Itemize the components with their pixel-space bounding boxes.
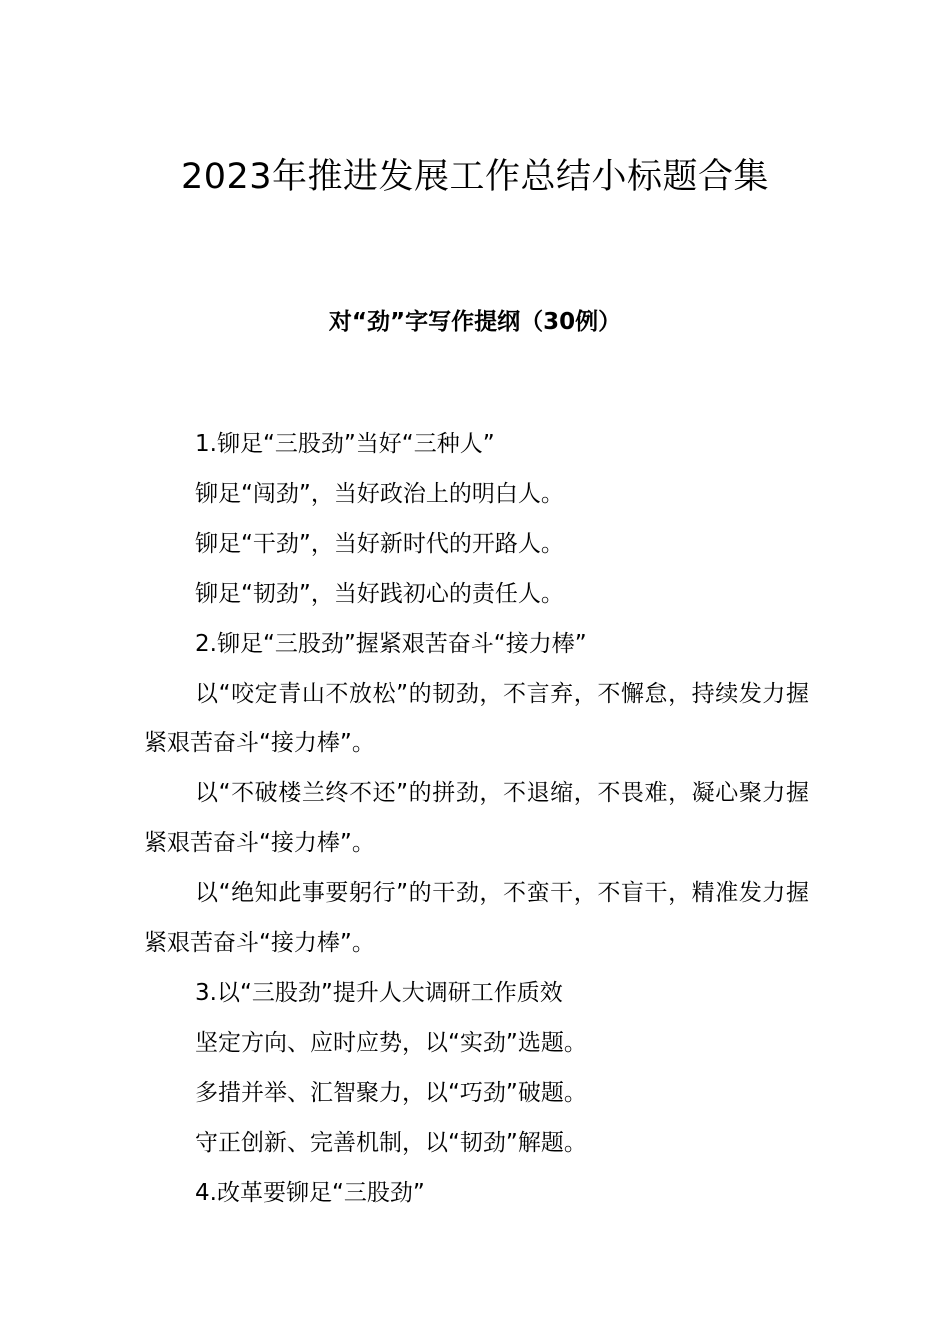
paragraph: 守正创新、完善机制，以“韧劲”解题。: [195, 1129, 587, 1156]
document-body: [144, 420, 809, 1219]
document-title: 2023年推进发展工作总结小标题合集: [180, 157, 770, 197]
paragraph: 铆足“干劲”，当好新时代的开路人。: [195, 530, 564, 557]
paragraph: 坚定方向、应时应势，以“实劲”选题。: [195, 1029, 587, 1056]
section-heading-1: 1.铆足“三股劲”当好“三种人”: [195, 431, 495, 457]
paragraph: 铆足“闯劲”，当好政治上的明白人。: [195, 480, 564, 507]
section-heading-2: 2.铆足“三股劲”握紧艰苦奋斗“接力棒”: [195, 630, 587, 657]
section-heading-3: 3.以“三股劲”提升人大调研工作质效: [195, 979, 563, 1006]
paragraph: 铆足“韧劲”，当好践初心的责任人。: [195, 580, 564, 607]
document-subtitle: 对“劲”字写作提纲（30例）: [328, 309, 622, 335]
paragraph: 以“咬定青山不放松”的韧劲，不言弃，不懈怠，持续发力握紧艰苦奋斗“接力棒”。: [144, 680, 809, 757]
paragraph: 多措并举、汇智聚力，以“巧劲”破题。: [195, 1079, 587, 1106]
section-heading-4: 4.改革要铆足“三股劲”: [195, 1179, 425, 1206]
paragraph: 以“绝知此事要躬行”的干劲，不蛮干，不盲干，精准发力握紧艰苦奋斗“接力棒”。: [144, 880, 809, 957]
paragraph: 以“不破楼兰终不还”的拼劲，不退缩，不畏难，凝心聚力握紧艰苦奋斗“接力棒”。: [144, 780, 809, 857]
